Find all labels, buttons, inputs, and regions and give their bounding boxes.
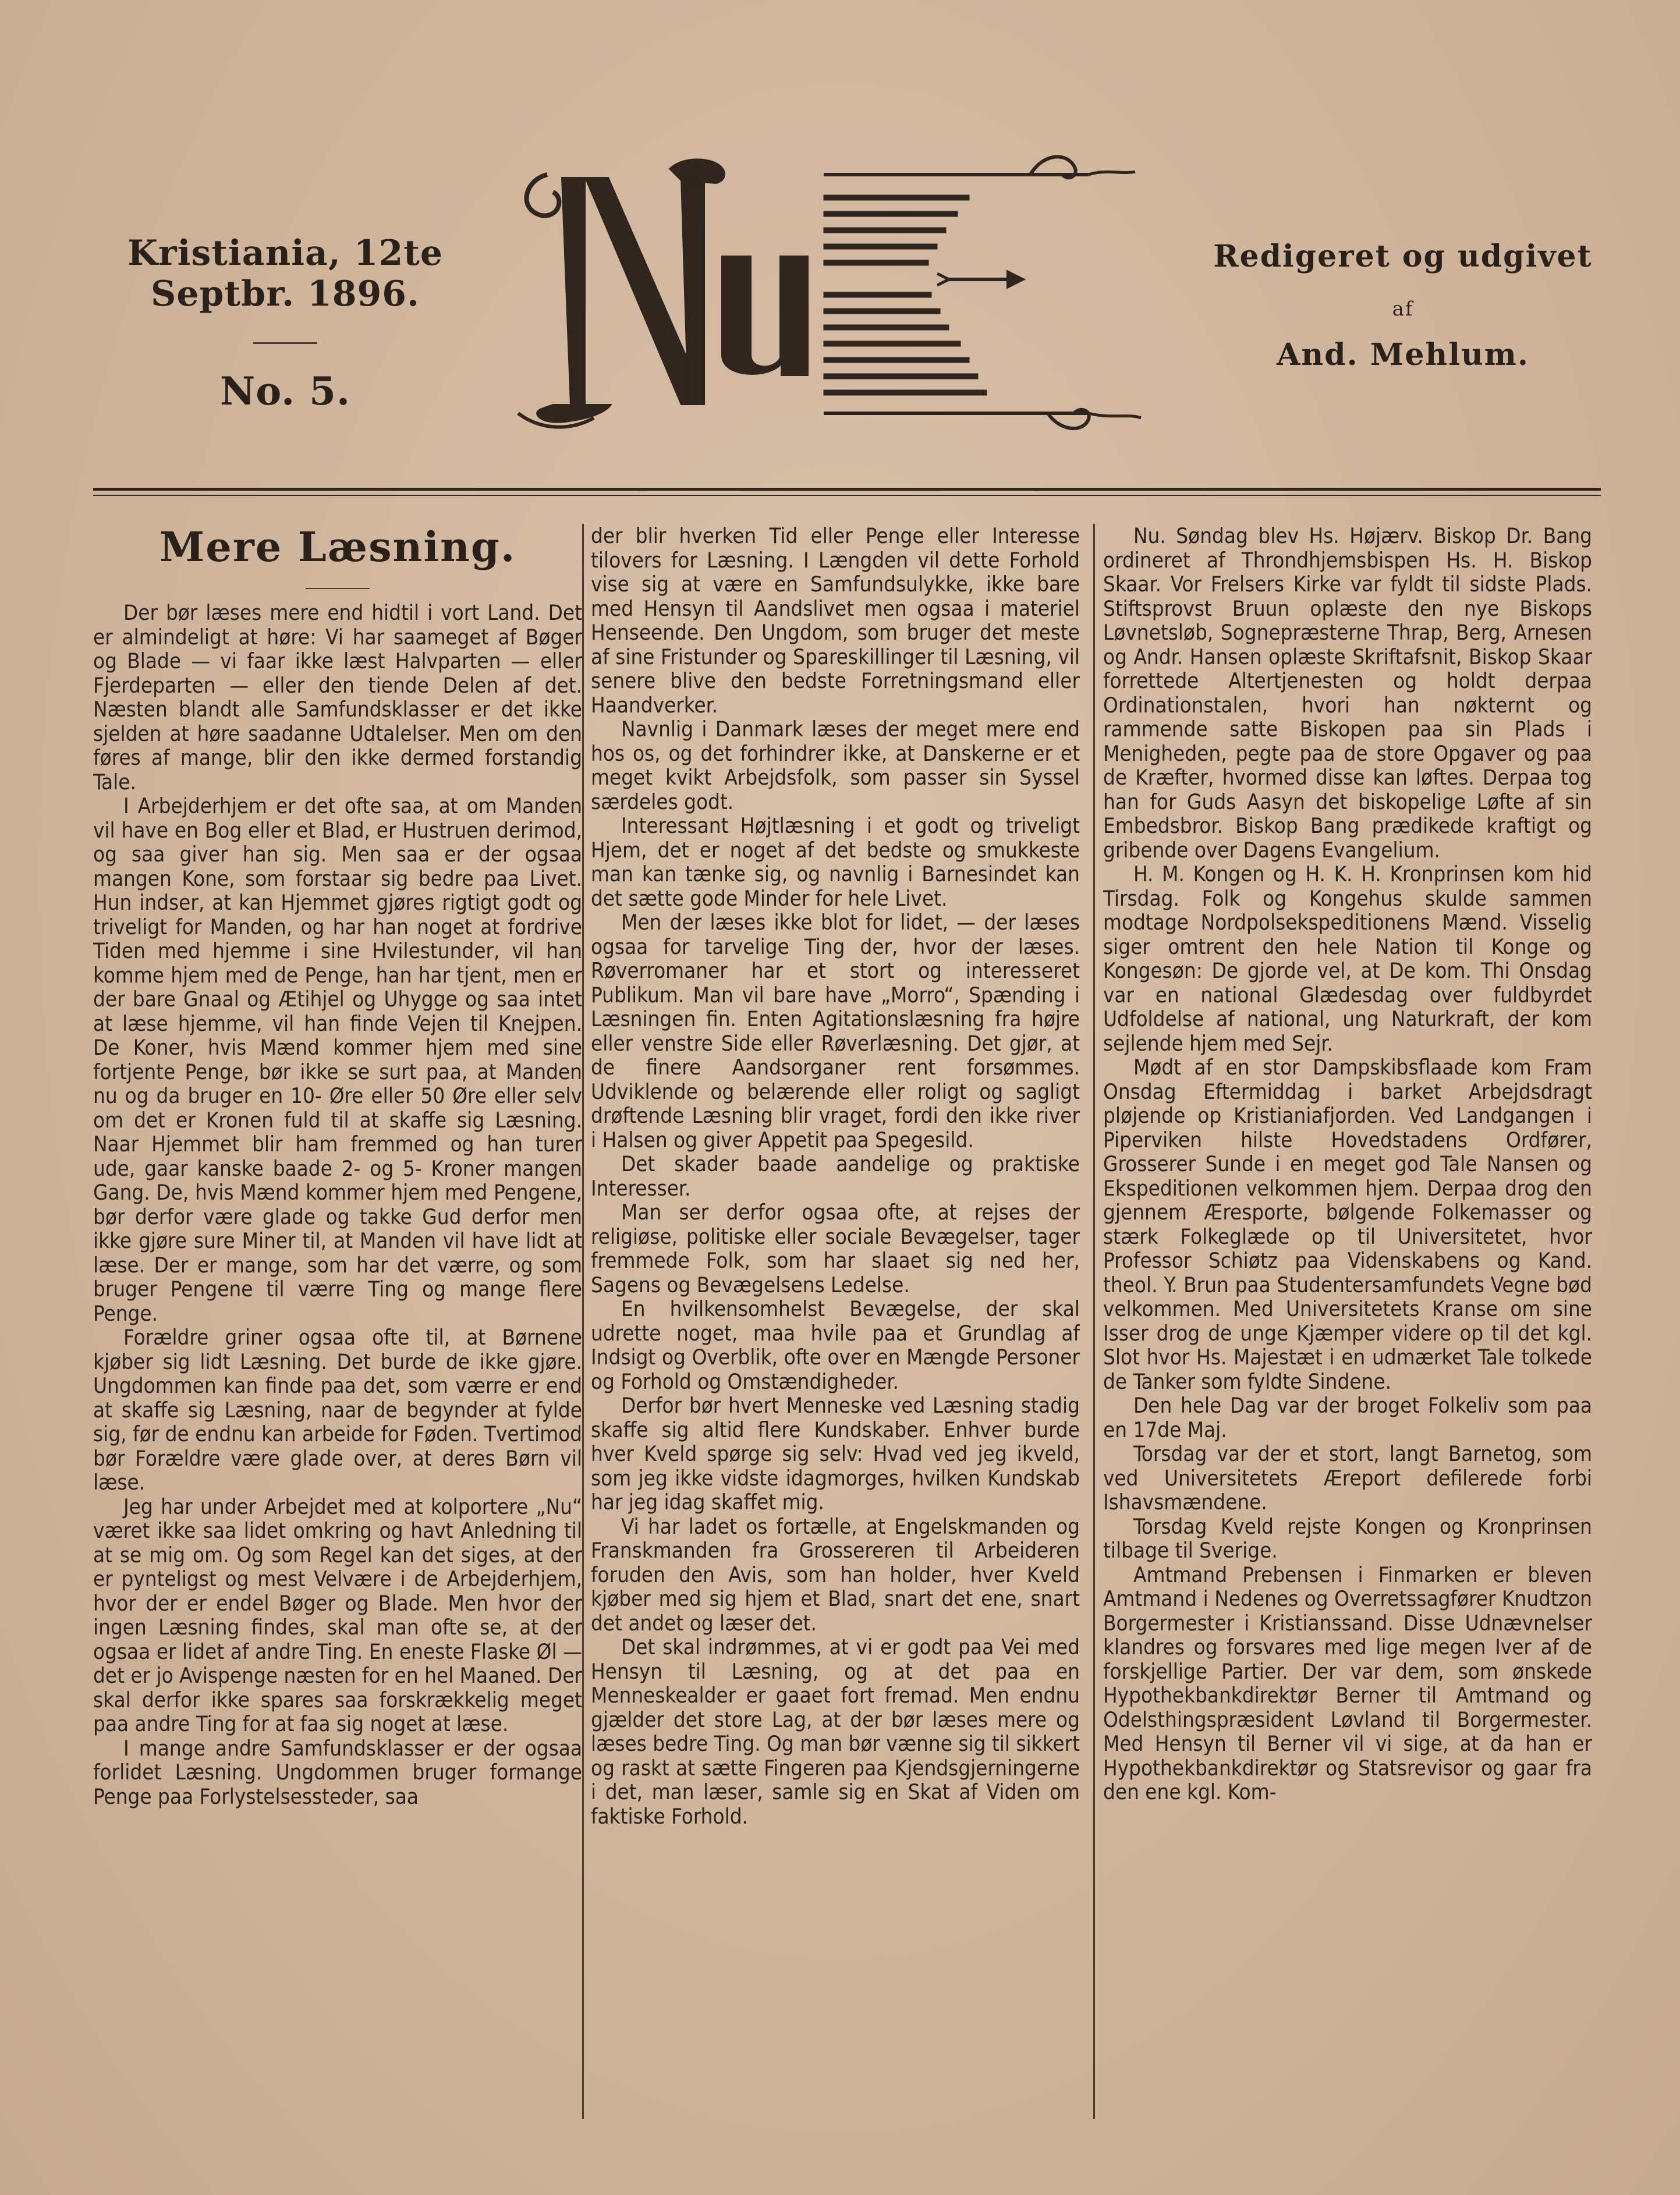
paragraph: Torsdag Kveld rejste Kongen og Kronprinsen tilbage til Sverige. (1103, 1513, 1592, 1563)
masthead-right (1199, 239, 1607, 373)
paragraph: Jeg har under Arbejdet med at kolportere „Nu“ været ikke saa lidet omkring og havt Anledning til at se mig om. Og som Regel kan det siges, at der er pynteligst og mest Velvære i de Arbejderhjem, hvor der er endel Bøger og Blade. Men hvor der ingen Læsning findes, skal man ofte se, at der ogsaa er lidet af andre Ting. En eneste Flaske Øl — det er jo Avispenge næsten for en hel Maaned. Der skal derfor ikke spares saa forskrækkelig meget paa andre Ting for at faa sig noget at læse. (93, 1494, 582, 1736)
paragraph: Amtmand Prebensen i Finmarken er bleven Amtmand i Nedenes og Overretssagfører Knudtzon Borgermester i Kristianssand. Disse Udnævnelser klandres og forsvares med lige megen Iver af de forskjellige Partier. Der var dem, som ønskede Hypothekbankdirektør Berner til Amtmand og Odelsthingspræsident Løvland til Borgermester. Med Hensyn til Berner vil vi sige, at da han er Hypothekbankdirektør og Statsrevisor og gaar fra den ene kgl. Kom- (1103, 1562, 1592, 1804)
nu-logo (506, 140, 1170, 454)
paragraph: Den hele Dag var der broget Folkeliv som paa en 17de Maj. (1103, 1393, 1592, 1442)
masthead-editor: And. Mehlum. (1277, 337, 1529, 373)
masthead-left-divider (253, 342, 317, 344)
column-rule-1 (582, 524, 584, 2119)
masthead-rule-thin (93, 495, 1601, 496)
paragraph: Der bør læses mere end hidtil i vort Land. Det er almindeligt at høre: Vi har saameget af Bøger og Blade — vi faar ikke læst Halvparten — eller Fjerdeparten — eller den tiende Delen af det. Næsten blandt alle Samfundsklasser er det ikke sjelden at høre saadanne Udtalelser. Men om den føres af mange, blir den ikke dermed forstandig Tale. (93, 600, 582, 795)
masthead-issue-number: No. 5. (219, 368, 351, 414)
paragraph: Forældre griner ogsaa ofte til, at Børnene kjøber sig lidt Læsning. Det burde de ikke gjøre. Ungdommen kan finde paa det, som værre er end at skaffe sig Læsning, naar de begynder at fylde sig, før de endnu kan arbeide for Føden. Tvertimod bør Forældre være glade over, at deres Børn vil læse. (93, 1325, 582, 1495)
masthead-edited-by-of: af (1392, 297, 1414, 321)
masthead-edited-by: Redigeret og udgivet (1213, 239, 1593, 274)
paragraph: Interessant Højtlæsning i et godt og triveligt Hjem, det er noget af det bedste og smukkeste man kan tænke sig, og navnlig i Barnesindet kan det sætte gode Minder for hele Livet. (591, 813, 1080, 911)
paragraph: Navnlig i Danmark læses der meget mere end hos os, og det forhindrer ikke, at Danskerne er et meget kvikt Arbejdsfolk, som passer sin Syssel særdeles godt. (591, 717, 1080, 814)
paragraph: Det skal indrømmes, at vi er godt paa Vei med Hensyn til Læsning, og at det paa en Menneskealder er gaaet fort fremad. Men endnu gjælder det store Lag, at der bør læses mere og læses bedre Ting. Og man bør vænne sig til sikkert og raskt at sætte Fingeren paa Kjendsgjerningerne i det, man læser, samle sig en Skat af Viden om faktiske Forhold. (591, 1634, 1080, 1829)
paragraph: Mødt af en stor Dampskibsflaade kom Fram Onsdag Eftermiddag i barket Arbejdsdragt pløjende op Kristianiafjorden. Ved Landgangen i Piperviken hilste Hovedstadens Ordfører, Grosserer Sunde i en meget god Tale Nansen og Ekspeditionen velkommen hjem. Derpaa drog den gjennem Æresporte, bølgende Folkemasser og stærk Folkeglæde op til Universitetet, hvor Professor Schiøtz paa Videnskabens og Kand. theol. Y. Brun paa Studentersamfundets Vegne bød velkommen. Med Universitetets Kranse om sine Isser drog de unge Kjæmper videre op til det kgl. Slot hvor Hs. Majestæt i en udmærket Tale tolkede de Tanker som fyldte Sindene. (1103, 1055, 1592, 1394)
paragraph: I Arbejderhjem er det ofte saa, at om Manden vil have en Bog eller et Blad, er Hustruen derimod, og saa giver han sig. Men saa er der ogsaa mangen Kone, som forstaar sig bedre paa Livet. Hun indser, at kan Hjemmet gjøres rigtigt godt og triveligt for Manden, og har han noget at fordrive Tiden med hjemme i sine Hvilestunder, vil han komme hjem med de Penge, han har tjent, men er der bare Gnaal og Ætihjel og Uhygge og saa intet at læse hjemme, vil han finde Vejen til Knejpen. De Koner, hvis Mænd kommer hjem med sine fortjente Penge, bør ikke se surt paa, at Manden nu og da bruger en 10- Øre eller 50 Øre eller selv om det er Kronen fuld til at skaffe sig Læsning. Naar Hjemmet blir ham fremmed og han turer ude, gaar kanske baade 2- og 5- Kroner mangen Gang. De, hvis Mænd kommer hjem med Pengene, bør derfor være glade og takke Gud derfor men ikke gjøre sure Miner til, at Manden vil have lidt at læse. Der er mange, som har det værre, og som bruger Pengene til værre Ting og mange flere Penge. (93, 793, 582, 1326)
paragraph: Torsdag var der et stort, langt Barnetog, som ved Universitetets Æreport defilerede forbi Ishavsmændene. (1103, 1441, 1592, 1515)
column-1 (93, 524, 582, 2119)
paragraph: Derfor bør hvert Menneske ved Læsning stadig skaffe sig altid flere Kundskaber. Enhver burde hver Kveld spørge sig selv: Hvad ved jeg ikveld, som jeg ikke vidste idagmorges, hvilken Kundskab har jeg idag skaffet mig. (591, 1393, 1080, 1515)
title-divider (306, 588, 370, 589)
paragraph: Det skader baade aandelige og praktiske Interesser. (591, 1151, 1080, 1201)
paragraph: I mange andre Samfundsklasser er der ogsaa forlidet Læsning. Ungdommen bruger formange Penge paa Forlystelsessteder, saa (93, 1735, 582, 1809)
paragraph: En hvilkensomhelst Bevægelse, der skal udrette noget, maa hvile paa et Grundlag af Indsigt og Overblik, ofte over en Mængde Personer og Forhold og Omstændigheder. (591, 1296, 1080, 1394)
column-3 (1103, 524, 1592, 2119)
paragraph: Man ser derfor ogsaa ofte, at rejses der religiøse, politiske eller sociale Bevægelser, tager fremmede Folk, som har slaaet sig ned her, Sagens og Bevægelsens Ledelse. (591, 1200, 1080, 1297)
article-title: Mere Læsning. (159, 524, 516, 571)
column-rule-2 (1093, 524, 1095, 2119)
paragraph: Men der læses ikke blot for lidet, — der læses ogsaa for tarvelige Ting der, hvor der læses. Røverromaner har et stort og interesseret Publikum. Man vil bare have „Morro“, Spænding i Læsningen fin. Enten Agitationslæsning fra højre eller venstre Side eller Røverlæsning. Det gjør, at de finere Aandsorganer rent forsømmes. Udviklende og belærende eller roligt og sagligt drøftende Læsning blir vraget, fordi den ikke river i Halsen og giver Appetit paa Spegesild. (591, 910, 1080, 1153)
masthead-rule-thick (93, 488, 1601, 491)
paragraph: der blir hverken Tid eller Penge eller Interesse tilovers for Læsning. I Længden vil dette Forhold vise sig at være en Samfundsulykke, ikke bare med Hensyn til Aandslivet men ogsaa i materiel Henseende. Den Ungdom, som bruger det meste af sine Fristunder og Spareskillinger til Læsning, vil senere blive den bedste Forretningsmand eller Haandverker. (591, 524, 1080, 718)
column-2 (591, 524, 1080, 2119)
masthead-left (87, 233, 483, 414)
masthead-date: Kristiania, 12te Septbr. 1896. (127, 233, 444, 314)
paragraph: Vi har ladet os fortælle, at Engelskmanden og Franskmanden fra Grossereren til Arbeideren foruden den Avis, som han holder, hver Kveld kjøber med sig hjem et Blad, snart det ene, snart det andet og læser det. (591, 1513, 1080, 1636)
paragraph: Nu. Søndag blev Hs. Højærv. Biskop Dr. Bang ordineret af Throndhjemsbispen Hs. H. Biskop Skaar. Vor Frelsers Kirke var fyldt til sidste Plads. Stiftsprovst Bruun oplæste den nye Biskops Løvnetsløb, Sognepræsterne Thrap, Berg, Arnesen og Andr. Hansen oplæste Skriftafsnit, Biskop Skaar forrettede Altertjenesten og holdt derpaa Ordinationstalen, hvori han nøkternt og rammende satte Biskopen paa sin Plads i Menigheden, pegte paa de store Opgaver og paa de Kræfter, hvormed disse kan løftes. Derpaa tog han for Guds Aasyn det biskopelige Løfte af sin Embedsbror. Biskop Bang prædikede kraftigt og gribende over Dagens Evangelium. (1103, 524, 1592, 863)
paragraph: H. M. Kongen og H. K. H. Kronprinsen kom hid Tirsdag. Folk og Kongehus skulde sammen modtage Nordpolsekspeditionens Mænd. Visselig siger omtrent den hele Nation til Konge og Kongesøn: De gjorde vel, at De kom. Thi Onsdag var en national Glædesdag over fuldbyrdet Udfoldelse af national, ung Naturkraft, der kom sejlende hjem med Sejr. (1103, 861, 1592, 1056)
